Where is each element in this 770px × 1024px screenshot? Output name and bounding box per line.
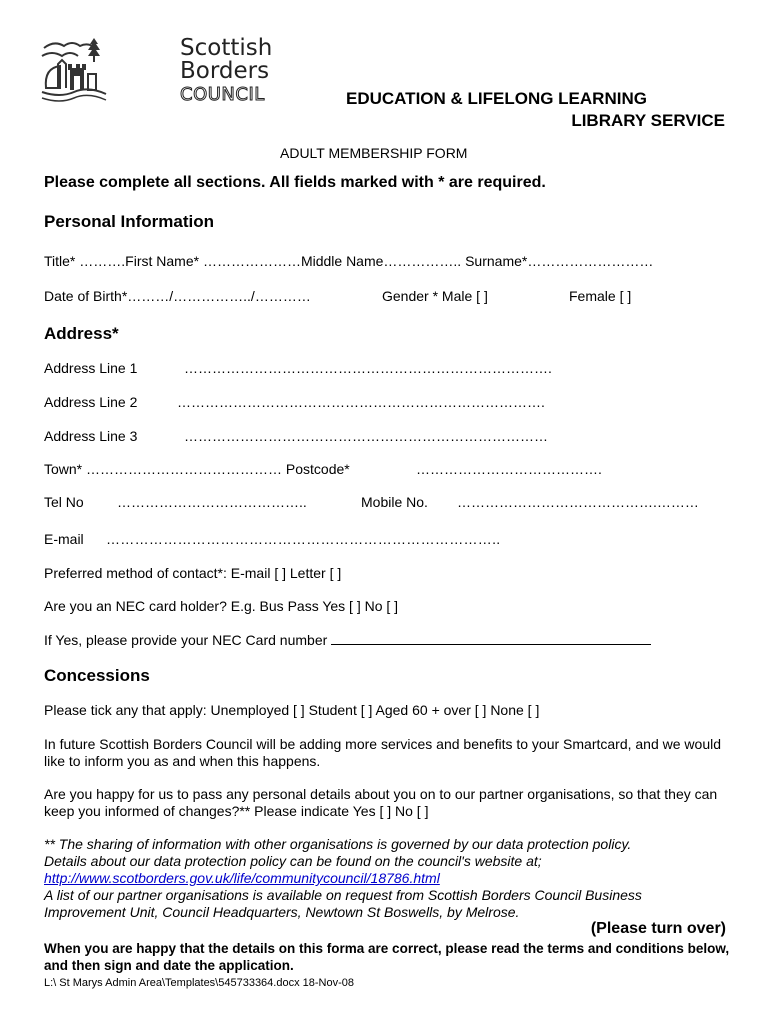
footer-path: L:\ St Marys Admin Area\Templates\545733364.docx 18-Nov-08 [44, 977, 355, 989]
mobile-label: Mobile No. [361, 494, 428, 510]
tel-field[interactable]: ………………………………….. [117, 494, 307, 510]
nec-card-number-label: If Yes, please provide your NEC Card number [44, 632, 328, 648]
address-line-2-field[interactable]: ……………………………………………………………………. [177, 394, 545, 410]
instruction-text: Please complete all sections. All fields marked with * are required. [44, 174, 546, 191]
gender-female-checkbox[interactable]: Female [ ] [569, 288, 632, 304]
nec-card-number-field[interactable] [331, 632, 651, 645]
preferred-contact-line[interactable]: Preferred method of contact*: E-mail [ ] Letter [ ] [44, 565, 342, 581]
form-title: ADULT MEMBERSHIP FORM [280, 145, 468, 161]
name-fields-line[interactable]: Title* ……….First Name* …………………Middle Name…………….. Surname*……………………… [44, 253, 654, 269]
policy-line-2: Details about our data protection policy can be found on the council's website at; [44, 853, 542, 869]
address-line-2-label: Address Line 2 [44, 394, 138, 410]
address-line-1-label: Address Line 1 [44, 360, 138, 376]
nec-card-question[interactable]: Are you an NEC card holder? E.g. Bus Pass Yes [ ] No [ ] [44, 598, 399, 614]
policy-line-4: Improvement Unit, Council Headquarters, Newtown St Boswells, by Melrose. [44, 904, 520, 920]
address-line-3-label: Address Line 3 [44, 428, 138, 444]
service-title: LIBRARY SERVICE [571, 111, 725, 130]
logo-line-2: Borders [180, 58, 270, 84]
logo-line-3: COUNCIL [180, 84, 265, 105]
council-logo [40, 35, 273, 110]
partner-consent-question[interactable]: Are you happy for us to pass any personal details about you on to our partner organisations, so that they can keep you informed of changes?** Please indicate Yes [ ] No [ ] [44, 786, 718, 819]
closing-instruction: When you are happy that the details on this forma are correct, please read the terms and conditions below, and then sign and date the application. [44, 941, 730, 973]
department-title: EDUCATION & LIFELONG LEARNING [346, 89, 647, 108]
town-postcode-line[interactable]: Town* …………………………………… Postcode* [44, 461, 350, 477]
section-personal-heading: Personal Information [44, 212, 215, 231]
policy-line-3: A list of our partner organisations is available on request from Scottish Borders Council Business [44, 887, 642, 903]
concessions-tick-line[interactable]: Please tick any that apply: Unemployed [ ] Student [ ] Aged 60 + over [ ] None [ ] [44, 702, 540, 718]
email-field[interactable]: ……………………………………………………………………….. [106, 531, 501, 547]
policy-line-1: ** The sharing of information with other organisations is governed by our data protection policy. [44, 836, 632, 852]
logo-line-1: Scottish [180, 35, 273, 61]
date-of-birth-field[interactable]: Date of Birth*………/……………../………… [44, 288, 311, 304]
policy-link[interactable]: http://www.scotborders.gov.uk/life/communitycouncil/18786.html [44, 870, 440, 886]
gender-male-checkbox[interactable]: Gender * Male [ ] [382, 288, 488, 304]
castle-tree-logo-icon [40, 38, 108, 108]
section-address-heading: Address* [44, 324, 119, 343]
postcode-field[interactable]: …………………………………. [416, 461, 602, 477]
section-concessions-heading: Concessions [44, 666, 150, 685]
email-label: E-mail [44, 531, 84, 547]
address-line-1-field[interactable]: ……………………………………………………………………. [184, 360, 552, 376]
nec-card-number-line[interactable] [44, 632, 651, 648]
tel-label: Tel No [44, 494, 84, 510]
address-line-3-field[interactable]: …………………………………………………………………… [184, 428, 548, 444]
smartcard-notice: In future Scottish Borders Council will be adding more services and benefits to your Smartcard, and we would like to inform you as and when this happens. [44, 736, 722, 769]
turn-over-note: (Please turn over) [590, 920, 726, 937]
mobile-field[interactable]: …………………………………….……… [457, 494, 699, 510]
